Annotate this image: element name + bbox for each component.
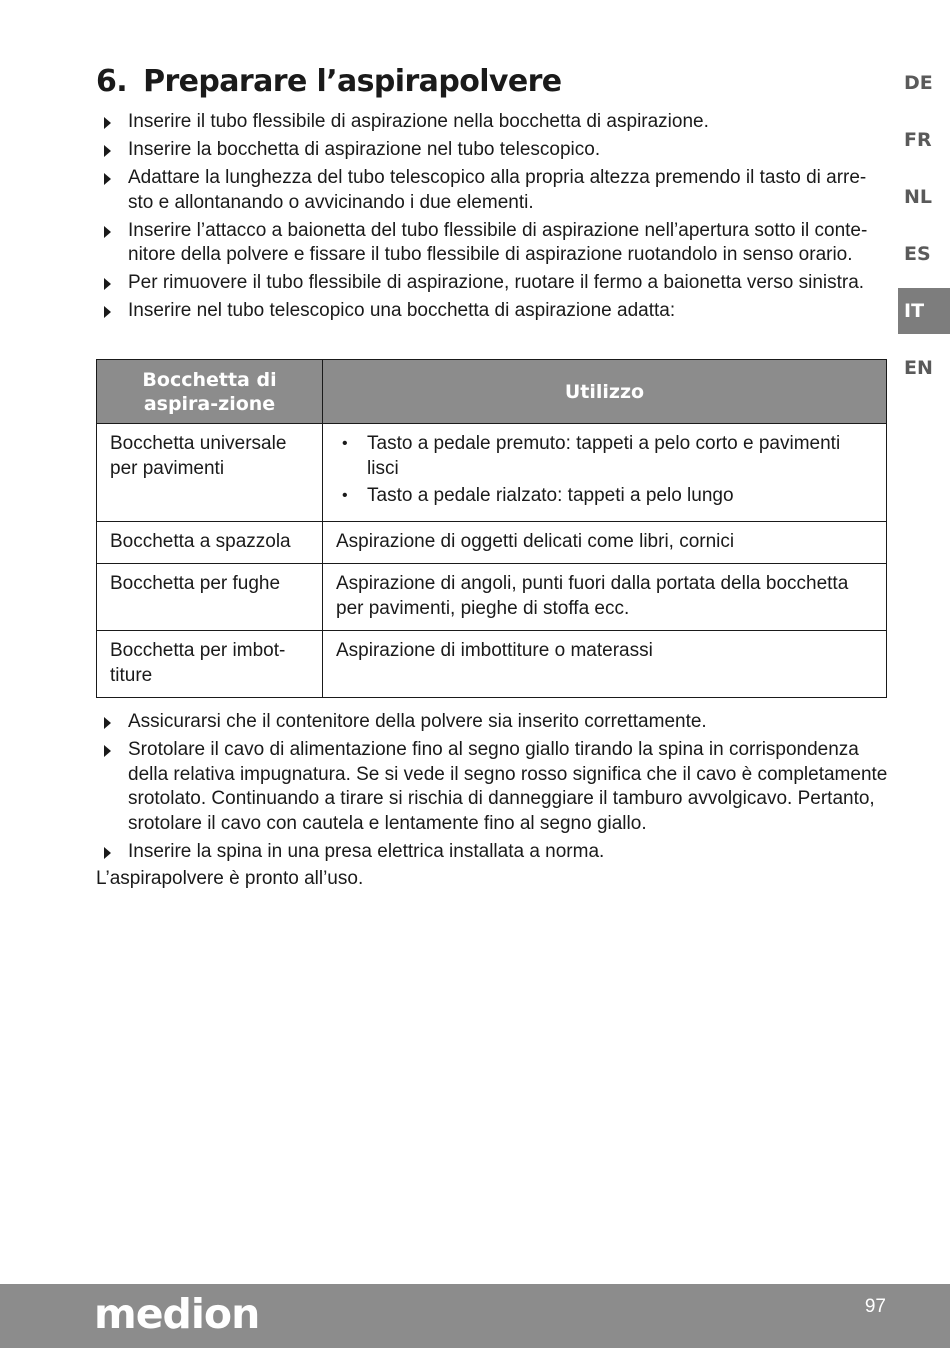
- step-text: Adattare la lunghezza del tubo telescopico alla propria altezza premendo il tasto di arre-sto e allontanando o avvicinando i due elementi.: [128, 166, 867, 213]
- step-text: Per rimuovere il tubo flessibile di aspirazione, ruotare il fermo a baionetta verso sinistra.: [128, 272, 865, 294]
- use-cell: [323, 424, 887, 522]
- footer-bar: [0, 1284, 950, 1348]
- step-item: [96, 110, 891, 135]
- language-tab-es[interactable]: [898, 231, 950, 277]
- use-cell: Aspirazione di angoli, punti fuori dalla portata della bocchetta per pavimenti, pieghe di stoffa ecc.: [323, 564, 887, 631]
- nozzle-cell: Bocchetta a spazzola: [97, 521, 323, 564]
- step-item: [96, 299, 891, 324]
- use-bullet-item: • Tasto a pedale premuto: tappeti a pelo corto e pavimenti lisci: [336, 432, 874, 481]
- language-tab-label: NL: [904, 186, 933, 208]
- step-text: Inserire la spina in una presa elettrica installata a norma.: [128, 840, 605, 862]
- language-tab-fr[interactable]: [898, 117, 950, 163]
- table-header-row: [97, 360, 887, 424]
- step-text: Inserire l’attacco a baionetta del tubo flessibile di aspirazione nell’apertura sotto il conte-nitore della polvere e fissare il tubo flessibile di aspirazione ruotandolo in senso orario.: [128, 219, 868, 266]
- nozzle-cell: Bocchetta per imbot-titure: [97, 631, 323, 698]
- medion-logo: [94, 1292, 264, 1338]
- step-item: [96, 219, 891, 268]
- steps-list-before-table: [96, 110, 891, 327]
- logo-text: medion: [94, 1292, 260, 1338]
- language-tab-label: DE: [904, 72, 933, 94]
- use-cell: Aspirazione di imbottiture o materassi: [323, 631, 887, 698]
- step-item: [96, 271, 891, 296]
- step-item: [96, 840, 891, 865]
- arrow-bullet-icon: [104, 278, 111, 290]
- nozzle-cell: Bocchetta universale per pavimenti: [97, 424, 323, 522]
- steps-list-after-table: [96, 710, 891, 868]
- step-text: Inserire la bocchetta di aspirazione nel tubo telescopico.: [128, 138, 601, 160]
- language-tab-en[interactable]: [898, 345, 950, 391]
- step-text: Inserire nel tubo telescopico una bocchetta di aspirazione adatta:: [128, 300, 676, 322]
- section-number: 6.: [96, 64, 128, 99]
- nozzle-table: [96, 359, 887, 698]
- language-tab-label: FR: [904, 129, 932, 151]
- arrow-bullet-icon: [104, 117, 111, 129]
- language-tab-label: ES: [904, 243, 931, 265]
- arrow-bullet-icon: [104, 145, 111, 157]
- column-header-nozzle: Bocchetta di aspira-zione: [97, 360, 323, 424]
- step-item: [96, 138, 891, 163]
- section-title: Preparare l’aspirapolvere: [143, 64, 562, 99]
- table-row: [97, 424, 887, 522]
- step-text: Srotolare il cavo di alimentazione fino al segno giallo tirando la spina in corrispondenza della relativa impugnatura. Se si vede il segno rosso significa che il cavo è completamente srotolato. Continuando a tirare si rischia di danneggiare il tamburo avvolgicavo. Pertanto, srotolare il cavo con cautela e lentamente fino al segno giallo.: [128, 738, 888, 834]
- table-row: [97, 631, 887, 698]
- page-number: 97: [864, 1296, 886, 1317]
- language-tab-it[interactable]: [898, 288, 950, 334]
- use-cell: Aspirazione di oggetti delicati come libri, cornici: [323, 521, 887, 564]
- use-bullet-item: • Tasto a pedale rialzato: tappeti a pelo lungo: [336, 484, 874, 509]
- section-heading: [96, 64, 562, 99]
- arrow-bullet-icon: [104, 226, 111, 238]
- arrow-bullet-icon: [104, 717, 111, 729]
- table-row: [97, 564, 887, 631]
- language-tab-label: IT: [904, 300, 925, 322]
- language-tab-de[interactable]: [898, 60, 950, 106]
- arrow-bullet-icon: [104, 173, 111, 185]
- use-bullet-list: [336, 432, 874, 509]
- arrow-bullet-icon: [104, 847, 111, 859]
- step-item: [96, 166, 891, 215]
- nozzle-cell: Bocchetta per fughe: [97, 564, 323, 631]
- language-tab-label: EN: [904, 357, 933, 379]
- table-row: [97, 521, 887, 564]
- closing-text: L’aspirapolvere è pronto all’uso.: [96, 868, 364, 889]
- step-item: [96, 710, 891, 735]
- language-tabs: [898, 60, 950, 402]
- column-header-use: Utilizzo: [323, 360, 887, 424]
- arrow-bullet-icon: [104, 306, 111, 318]
- step-item: [96, 738, 891, 836]
- step-text: Assicurarsi che il contenitore della polvere sia inserito correttamente.: [128, 711, 707, 732]
- step-text: Inserire il tubo flessibile di aspirazione nella bocchetta di aspirazione.: [128, 111, 709, 132]
- language-tab-nl[interactable]: [898, 174, 950, 220]
- arrow-bullet-icon: [104, 745, 111, 757]
